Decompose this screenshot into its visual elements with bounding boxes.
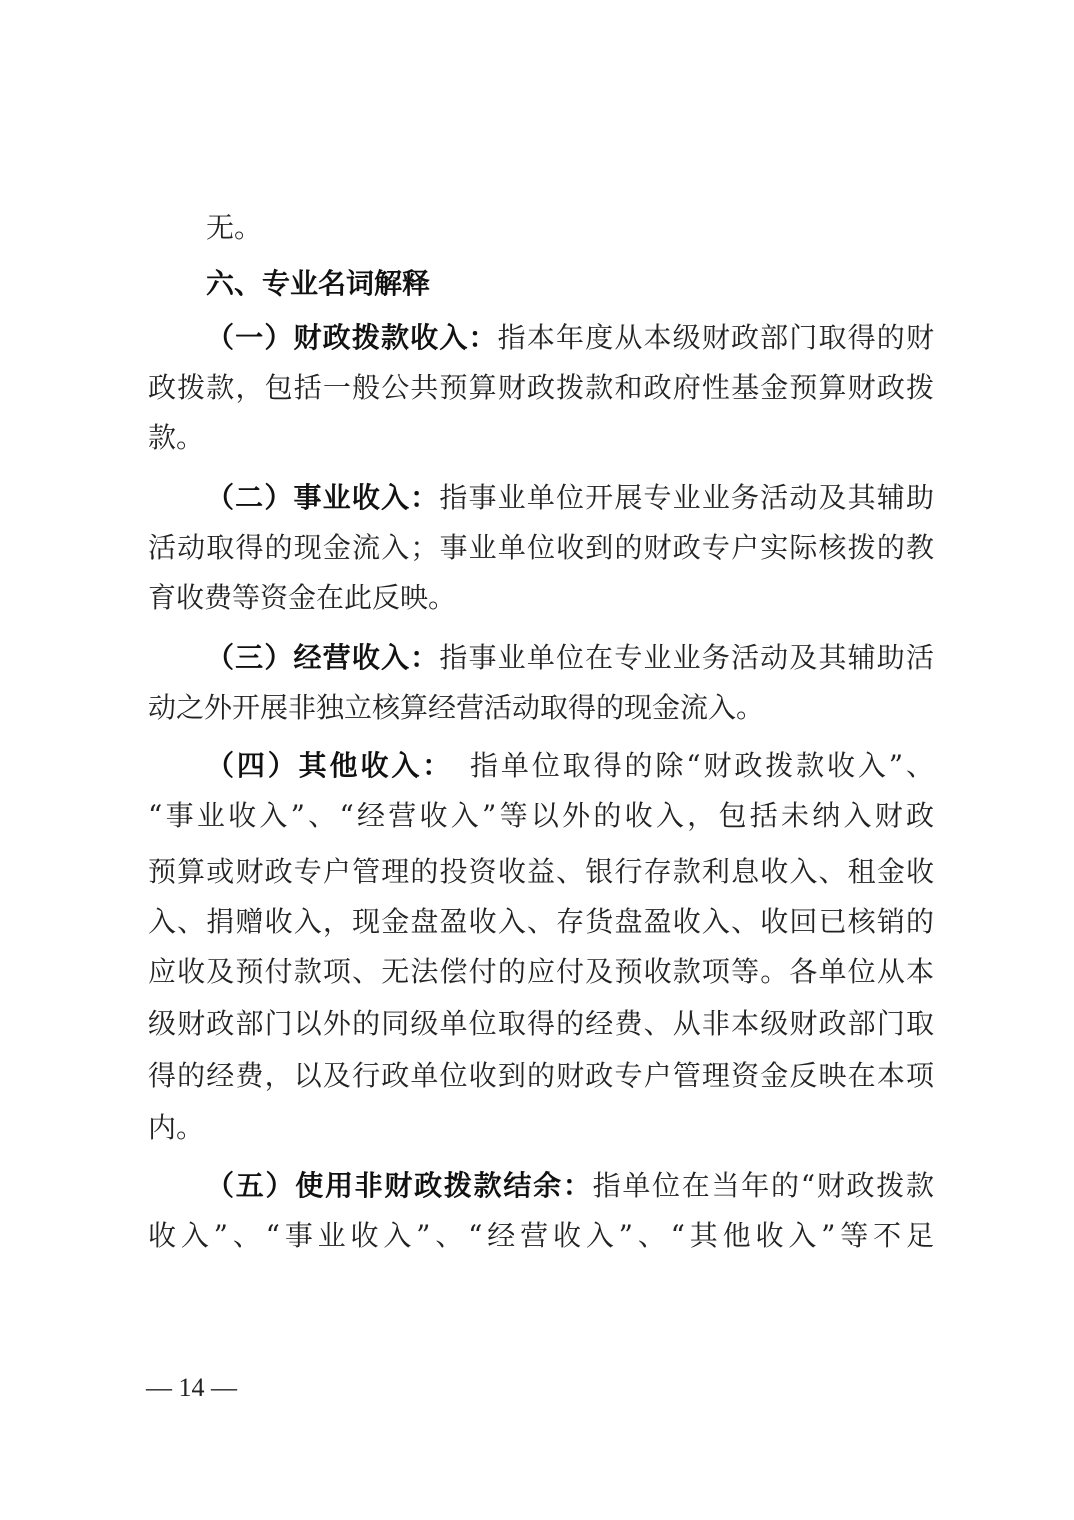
item1-line1: [206, 318, 934, 358]
item3-text1: 指事业单位在专业业务活动及其辅助活: [439, 641, 934, 674]
item2-line2: 活动取得的现金流入；事业单位收到的财政专户实际核拨的教: [148, 531, 934, 564]
item4-text1: 指单位取得的除“财政拨款收入”、: [439, 749, 934, 782]
item4-line7: 得的经费，以及行政单位收到的财政专户管理资金反映在本项: [148, 1059, 934, 1092]
page-number: — 14 —: [146, 1373, 237, 1402]
item1-line3: 款。: [148, 421, 205, 454]
item1-label: （一）财政拨款收入：: [206, 321, 498, 354]
item4-line1: [206, 746, 934, 786]
item4-line3: 预算或财政专户管理的投资收益、银行存款利息收入、租金收: [148, 855, 934, 888]
item4-line2: “事业收入”、“经营收入”等以外的收入，包括未纳入财政: [148, 799, 934, 832]
item2-label: （二）事业收入：: [206, 481, 440, 514]
item5-label: （五）使用非财政拨款结余：: [206, 1169, 593, 1202]
item3-line2: 动之外开展非独立核算经营活动取得的现金流入。: [148, 691, 765, 724]
paragraph-none: 无。: [206, 211, 263, 244]
item4-line8: 内。: [148, 1111, 205, 1144]
item1-line2: 政拨款，包括一般公共预算财政拨款和政府性基金预算财政拨: [148, 371, 934, 404]
item4-line6: 级财政部门以外的同级单位取得的经费、从非本级财政部门取: [148, 1007, 934, 1040]
item4-line4: 入、捐赠收入，现金盘盈收入、存货盘盈收入、收回已核销的: [148, 905, 934, 938]
item2-line3: 育收费等资金在此反映。: [148, 581, 457, 614]
item4-label: （四）其他收入：: [206, 749, 440, 782]
item5-line2: 收入”、“事业收入”、“经营收入”、“其他收入”等不足: [148, 1219, 934, 1252]
item5-text1: 指单位在当年的“财政拨款: [592, 1169, 934, 1202]
item1-text1: 指本年度从本级财政部门取得的财: [497, 321, 934, 354]
item4-line5: 应收及预付款项、无法偿付的应付及预收款项等。各单位从本: [148, 955, 934, 988]
item2-text1: 指事业单位开展专业业务活动及其辅助: [439, 481, 934, 514]
item2-line1: [206, 478, 934, 518]
item3-line1: [206, 638, 934, 678]
item3-label: （三）经营收入：: [206, 641, 440, 674]
section-heading: 六、专业名词解释: [206, 267, 431, 300]
item5-line1: [206, 1166, 934, 1206]
